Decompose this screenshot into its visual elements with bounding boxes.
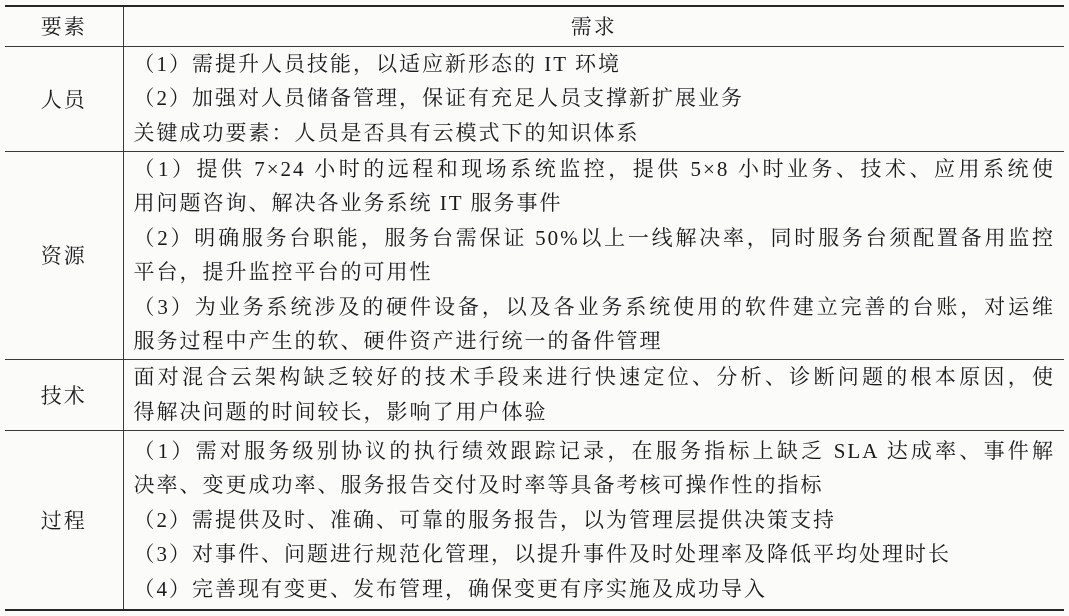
requirement-line: 平台，提升监控平台的可用性 [133, 260, 433, 284]
row-element-label: 人员 [5, 46, 123, 151]
requirement-cell [123, 151, 1064, 359]
requirement-item [134, 290, 1056, 359]
requirement-line: 面对混合云架构缺乏较好的技术手段来进行快速定位、分析、诊断问题的根本原因，使 [133, 365, 1055, 389]
requirement-line: （1）需提升人员技能，以适应新形态的 IT 环境 [133, 51, 621, 76]
row-element-label: 资源 [5, 151, 123, 359]
requirement-item [134, 152, 1056, 221]
requirement-line: （2）加强对人员储备管理，保证有充足人员支撑新扩展业务 [133, 86, 744, 111]
row-element-label: 技术 [5, 359, 123, 430]
requirement-line: 得解决问题的时间较长，影响了用户体验 [133, 399, 548, 424]
requirement-item [134, 434, 1056, 503]
header-element: 要素 [5, 6, 123, 46]
table-row [5, 359, 1064, 430]
requirement-item [134, 360, 1056, 429]
table-row [5, 151, 1064, 359]
requirement-item [134, 503, 1056, 538]
requirement-line: （3）对事件、问题进行规范化管理，以提升事件及时处理率及降低平均处理时长 [133, 542, 951, 566]
requirement-cell [123, 359, 1064, 430]
requirement-line: （2）明确服务台职能，服务台需保证 50%以上一线解决率，同时服务台须配置备用监控 [133, 225, 1055, 250]
requirement-item [134, 81, 1056, 116]
requirement-line: （1）需对服务级别协议的执行绩效跟踪记录，在服务指标上缺乏 SLA 达成率、事件解 [133, 438, 1055, 463]
requirement-line: （3）为业务系统涉及的硬件设备，以及各业务系统使用的软件建立完善的台账，对运维 [133, 294, 1055, 319]
requirement-item [134, 221, 1056, 290]
requirement-line: （2）需提供及时、准确、可靠的服务报告，以为管理层提供决策支持 [133, 507, 836, 532]
table-row [5, 46, 1064, 151]
requirement-line: 用问题咨询、解决各业务系统 IT 服务事件 [133, 191, 563, 215]
requirement-item [134, 116, 1056, 151]
requirement-line: （1）提供 7×24 小时的远程和现场系统监控，提供 5×8 小时业务、技术、应用系统使 [133, 156, 1055, 181]
table-header-row [5, 6, 1064, 46]
row-element-label: 过程 [5, 430, 123, 610]
requirements-table [5, 5, 1064, 611]
requirement-cell [123, 430, 1064, 610]
requirement-line: 服务过程中产生的软、硬件资产进行统一的备件管理 [133, 329, 663, 353]
requirement-item [134, 47, 1056, 82]
requirement-line: 关键成功要素：人员是否具有云模式下的知识体系 [133, 120, 640, 145]
requirement-line: 决率、变更成功率、服务报告交付及时率等具备考核可操作性的指标 [133, 473, 824, 497]
requirement-line: （4）完善现有变更、发布管理，确保变更有序实施及成功导入 [133, 576, 767, 601]
table-row [5, 430, 1064, 610]
header-requirement: 需求 [570, 15, 617, 40]
requirement-item [134, 537, 1056, 572]
requirement-cell [123, 46, 1064, 151]
requirement-item [134, 572, 1056, 607]
